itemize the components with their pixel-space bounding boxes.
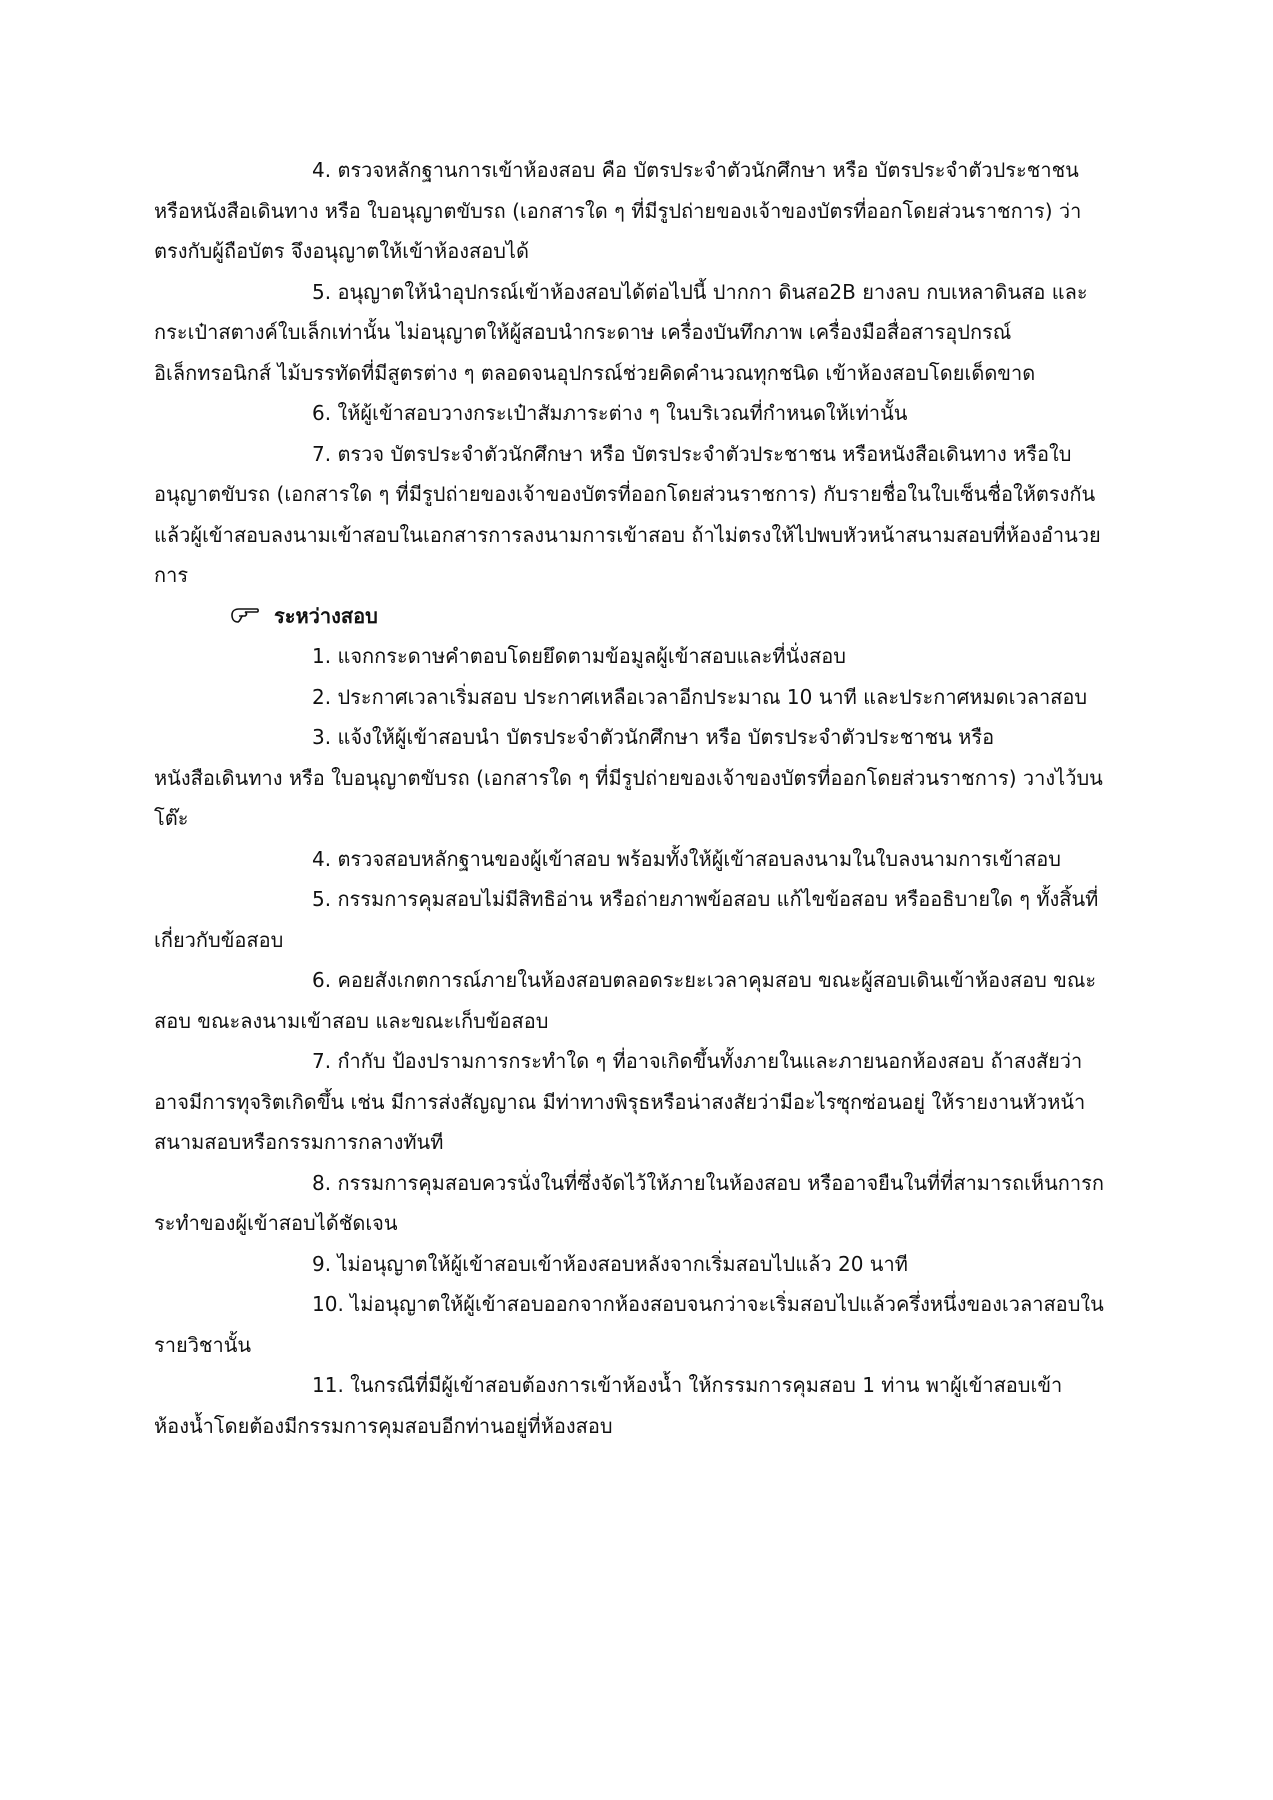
during-exam-item-1: 1. แจกกระดาษคำตอบโดยยึดตามข้อมูลผู้เข้าสอบและที่นั่งสอบ xyxy=(312,644,846,668)
during-exam-item-2: 2. ประกาศเวลาเริ่มสอบ ประกาศเหลือเวลาอีกประมาณ 10 นาที และประกาศหมดเวลาสอบ xyxy=(312,684,1088,709)
hand-pointing-right-icon xyxy=(230,606,260,626)
document-page xyxy=(154,150,1114,1446)
during-exam-item-8: 8. กรรมการคุมสอบควรนั่งในที่ซึ่งจัดไว้ให้ภายในห้องสอบ หรืออาจยืนในที่ที่สามารถเห็นการกระทำของผู้เข้าสอบได้ชัดเจน xyxy=(154,1170,1104,1235)
during-exam-item-10: 10. ไม่อนุญาตให้ผู้เข้าสอบออกจากห้องสอบจนกว่าจะเริ่มสอบไปแล้วครึ่งหนึ่งของเวลาสอบในรายวิชานั้น xyxy=(154,1292,1104,1357)
during-exam-item-4: 4. ตรวจสอบหลักฐานของผู้เข้าสอบ พร้อมทั้งให้ผู้เข้าสอบลงนามในใบลงนามการเข้าสอบ xyxy=(312,846,1061,871)
during-exam-item-6: 6. คอยสังเกตการณ์ภายในห้องสอบตลอดระยะเวลาคุมสอบ ขณะผู้สอบเดินเข้าห้องสอบ ขณะสอบ ขณะลงนามเข้าสอบ และขณะเก็บข้อสอบ xyxy=(154,968,1097,1033)
during-exam-item-5: 5. กรรมการคุมสอบไม่มีสิทธิอ่าน หรือถ่ายภาพข้อสอบ แก้ไขข้อสอบ หรืออธิบายใด ๆ ทั้งสิ้นที่เกี่ยวกับข้อสอบ xyxy=(154,887,1099,952)
during-exam-item-9: 9. ไม่อนุญาตให้ผู้เข้าสอบเข้าห้องสอบหลังจากเริ่มสอบไปแล้ว 20 นาที xyxy=(312,1251,908,1276)
paragraph-item-7: 7. ตรวจ บัตรประจำตัวนักศึกษา หรือ บัตรประจำตัวประชาชน หรือหนังสือเดินทาง หรือใบอนุญาตขับรถ (เอกสารใด ๆ ที่มีรูปถ่ายของเจ้าของบัตรที่ออกโดยส่วนราชการ) กับรายชื่อในใบเซ็นชื่อให้ตรงกัน แล้วผู้เข้าสอบลงนามเข้าสอบในเอกสารการลงนามการเข้าสอบ ถ้าไม่ตรงให้ไปพบหัวหน้าสนามสอบที่ห้องอำนวยการ xyxy=(154,441,1101,587)
section-heading-text: ระหว่างสอบ xyxy=(274,603,378,628)
paragraph-item-6: 6. ให้ผู้เข้าสอบวางกระเป๋าสัมภาระต่าง ๆ ในบริเวณที่กำหนดให้เท่านั้น xyxy=(312,401,908,425)
paragraph-item-5: 5. อนุญาตให้นำอุปกรณ์เข้าห้องสอบได้ต่อไปนี้ ปากกา ดินสอ2B ยางลบ กบเหลาดินสอ และกระเป๋าสตางค์ใบเล็กเท่านั้น ไม่อนุญาตให้ผู้สอบนำกระดาษ เครื่องบันทึกภาพ เครื่องมือสื่อสารอุปกรณ์อิเล็กทรอนิกส์ ไม้บรรทัดที่มีสูตรต่าง ๆ ตลอดจนอุปกรณ์ช่วยคิดคำนวณทุกชนิด เข้าห้องสอบโดยเด็ดขาด xyxy=(154,279,1088,385)
during-exam-item-7: 7. กำกับ ป้องปรามการกระทำใด ๆ ที่อาจเกิดขึ้นทั้งภายในและภายนอกห้องสอบ ถ้าสงสัยว่าอาจมีการทุจริตเกิดขึ้น เช่น มีการส่งสัญญาณ มีท่าทางพิรุธหรือน่าสงสัยว่ามีอะไรซุกซ่อนอยู่ ให้รายงานหัวหน้าสนามสอบหรือกรรมการกลางทันที xyxy=(154,1049,1086,1154)
paragraph-item-4: 4. ตรวจหลักฐานการเข้าห้องสอบ คือ บัตรประจำตัวนักศึกษา หรือ บัตรประจำตัวประชาชน หรือหนังสือเดินทาง หรือ ใบอนุญาตขับรถ (เอกสารใด ๆ ที่มีรูปถ่ายของเจ้าของบัตรที่ออกโดยส่วนราชการ) ว่าตรงกับผู้ถือบัตร จึงอนุญาตให้เข้าห้องสอบได้ xyxy=(154,158,1082,263)
during-exam-item-3: 3. แจ้งให้ผู้เข้าสอบนำ บัตรประจำตัวนักศึกษา หรือ บัตรประจำตัวประชาชน หรือหนังสือเดินทาง หรือ ใบอนุญาตขับรถ (เอกสารใด ๆ ที่มีรูปถ่ายของเจ้าของบัตรที่ออกโดยส่วนราชการ) วางไว้บนโต๊ะ xyxy=(154,725,1103,830)
during-exam-item-11: 11. ในกรณีที่มีผู้เข้าสอบต้องการเข้าห้องน้ำ ให้กรรมการคุมสอบ 1 ท่าน พาผู้เข้าสอบเข้าห้องน้ำโดยต้องมีกรรมการคุมสอบอีกท่านอยู่ที่ห้องสอบ xyxy=(154,1373,1063,1438)
section-heading-during-exam xyxy=(154,596,1114,637)
